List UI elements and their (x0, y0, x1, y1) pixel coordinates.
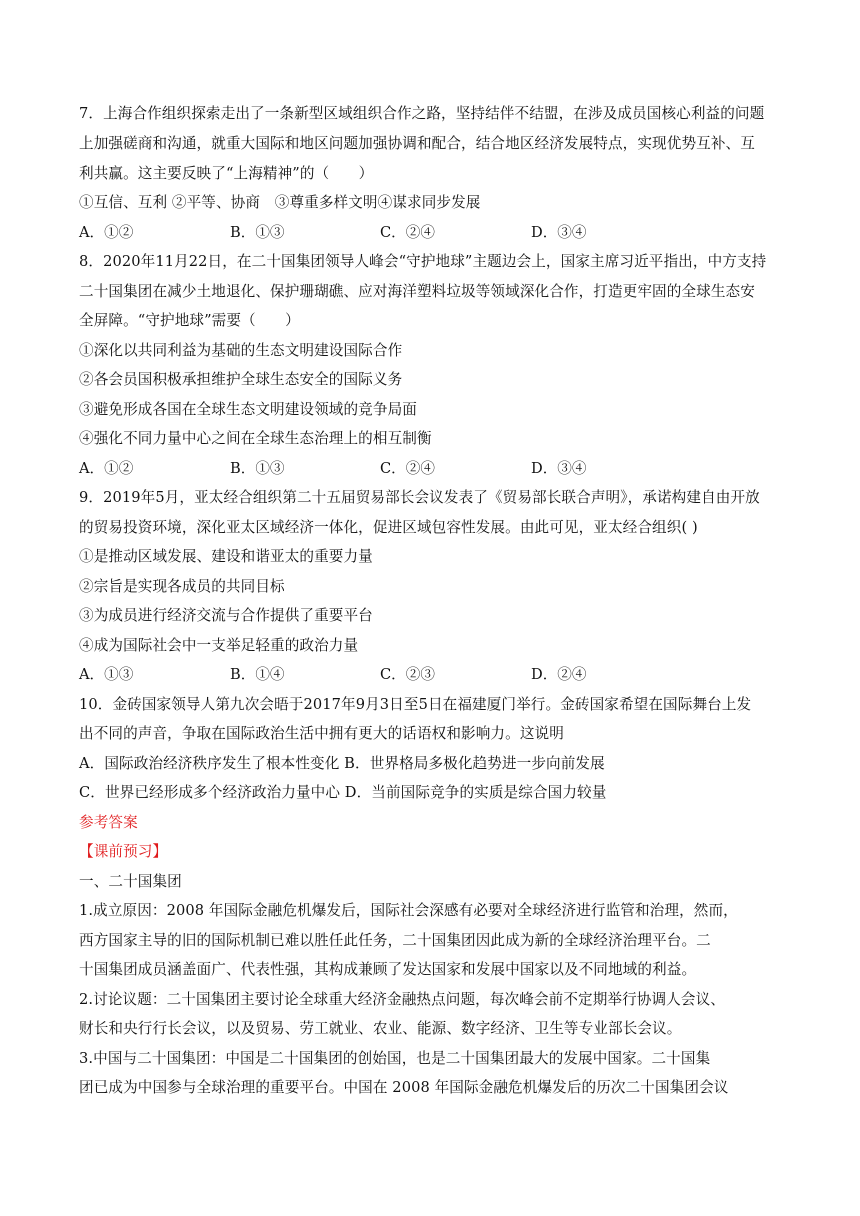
q7-statements: ①互信、互利 ②平等、协商 ③尊重多样文明④谋求同步发展 (79, 194, 481, 211)
q8-statement-3: ③避免形成各国在全球生态文明建设领域的竞争局面 (79, 401, 417, 418)
q7-stem-line-3: 利共赢。这主要反映了“上海精神”的（ ） (79, 165, 374, 182)
q8-option-c: C．②④ (380, 460, 435, 477)
q9-option-d: D．②④ (531, 666, 587, 683)
q9-option-c: C．②③ (380, 666, 435, 683)
answers-line-2: 西方国家主导的旧的国际机制已难以胜任此任务，二十国集团因此成为新的全球经济治理平台。二 (79, 932, 711, 949)
q7-option-c: C．②④ (380, 224, 435, 241)
q10-options-ab: A．国际政治经济秩序发生了根本性变化 B．世界格局多极化趋势进一步向前发展 (79, 755, 605, 772)
q9-option-a: A．①③ (79, 666, 134, 683)
answers-subheading: 一、二十国集团 (79, 873, 182, 890)
q9-stem-line-1: 9．2019年5月，亚太经合组织第二十五届贸易部长会议发表了《贸易部长联合声明》，承诺构建自由开放 (79, 489, 760, 506)
q7-stem-line-1: 7．上海合作组织探索走出了一条新型区域组织合作之路，坚持结伴不结盟，在涉及成员国核心利益的问题 (79, 105, 765, 122)
q8-statement-1: ①深化以共同利益为基础的生态文明建设国际合作 (79, 342, 403, 359)
q9-statement-1: ①是推动区域发展、建设和谐亚太的重要力量 (79, 548, 373, 565)
answers-line-5: 财长和央行行长会议，以及贸易、劳工就业、农业、能源、数字经济、卫生等专业部长会议。 (79, 1020, 682, 1037)
answers-line-4: 2.讨论议题：二十国集团主要讨论全球重大经济金融热点问题，每次峰会前不定期举行协调人会议、 (79, 991, 725, 1008)
answers-line-1: 1.成立原因：2008 年国际金融危机爆发后，国际社会深感有必要对全球经济进行监管和治理，然而， (79, 902, 738, 919)
q9-statement-2: ②宗旨是实现各成员的共同目标 (79, 578, 285, 595)
answers-heading: 参考答案 (79, 814, 138, 831)
q8-stem-line-2: 二十国集团在减少土地退化、保护珊瑚礁、应对海洋塑料垃圾等领域深化合作，打造更牢固的全球生态安 (79, 283, 755, 300)
q9-statement-4: ④成为国际社会中一支举足轻重的政治力量 (79, 637, 359, 654)
q8-option-b: B．①③ (230, 460, 285, 477)
q7-option-b: B．①③ (230, 224, 285, 241)
answers-section-title: 【课前预习】 (79, 843, 168, 860)
q8-statement-2: ②各会员国积极承担维护全球生态安全的国际义务 (79, 371, 403, 388)
q8-option-a: A．①② (79, 460, 134, 477)
q8-stem-line-1: 8．2020年11月22日，在二十国集团领导人峰会“守护地球”主题边会上，国家主席习近平指出，中方支持 (79, 253, 767, 270)
q7-option-d: D．③④ (531, 224, 587, 241)
q9-stem-line-2: 的贸易投资环境，深化亚太区域经济一体化，促进区域包容性发展。由此可见，亚太经合组织( ) (79, 519, 698, 536)
answers-line-6: 3.中国与二十国集团：中国是二十国集团的创始国，也是二十国集团最大的发展中国家。二十国集 (79, 1050, 711, 1067)
q9-statement-3: ③为成员进行经济交流与合作提供了重要平台 (79, 607, 373, 624)
q9-option-b: B．①④ (230, 666, 285, 683)
answers-line-7: 团已成为中国参与全球治理的重要平台。中国在 2008 年国际金融危机爆发后的历次二十国集团会议 (79, 1079, 729, 1096)
answers-line-3: 十国集团成员涵盖面广、代表性强，其构成兼顾了发达国家和发展中国家以及不同地域的利益。 (79, 961, 697, 978)
q8-option-d: D．③④ (531, 460, 587, 477)
q10-options-cd: C．世界已经形成多个经济政治力量中心 D．当前国际竞争的实质是综合国力较量 (79, 784, 607, 801)
q8-stem-line-3: 全屏障。“守护地球”需要（ ） (79, 312, 300, 329)
q7-stem-line-2: 上加强磋商和沟通，就重大国际和地区问题加强协调和配合，结合地区经济发展特点，实现优势互补、互 (79, 135, 755, 152)
q8-statement-4: ④强化不同力量中心之间在全球生态治理上的相互制衡 (79, 430, 432, 447)
q10-stem-line-2: 出不同的声音，争取在国际政治生活中拥有更大的话语权和影响力。这说明 (79, 725, 564, 742)
q10-stem-line-1: 10．金砖国家领导人第九次会晤于2017年9月3日至5日在福建厦门举行。金砖国家希望在国际舞台上发 (79, 696, 752, 713)
q7-option-a: A．①② (79, 224, 134, 241)
